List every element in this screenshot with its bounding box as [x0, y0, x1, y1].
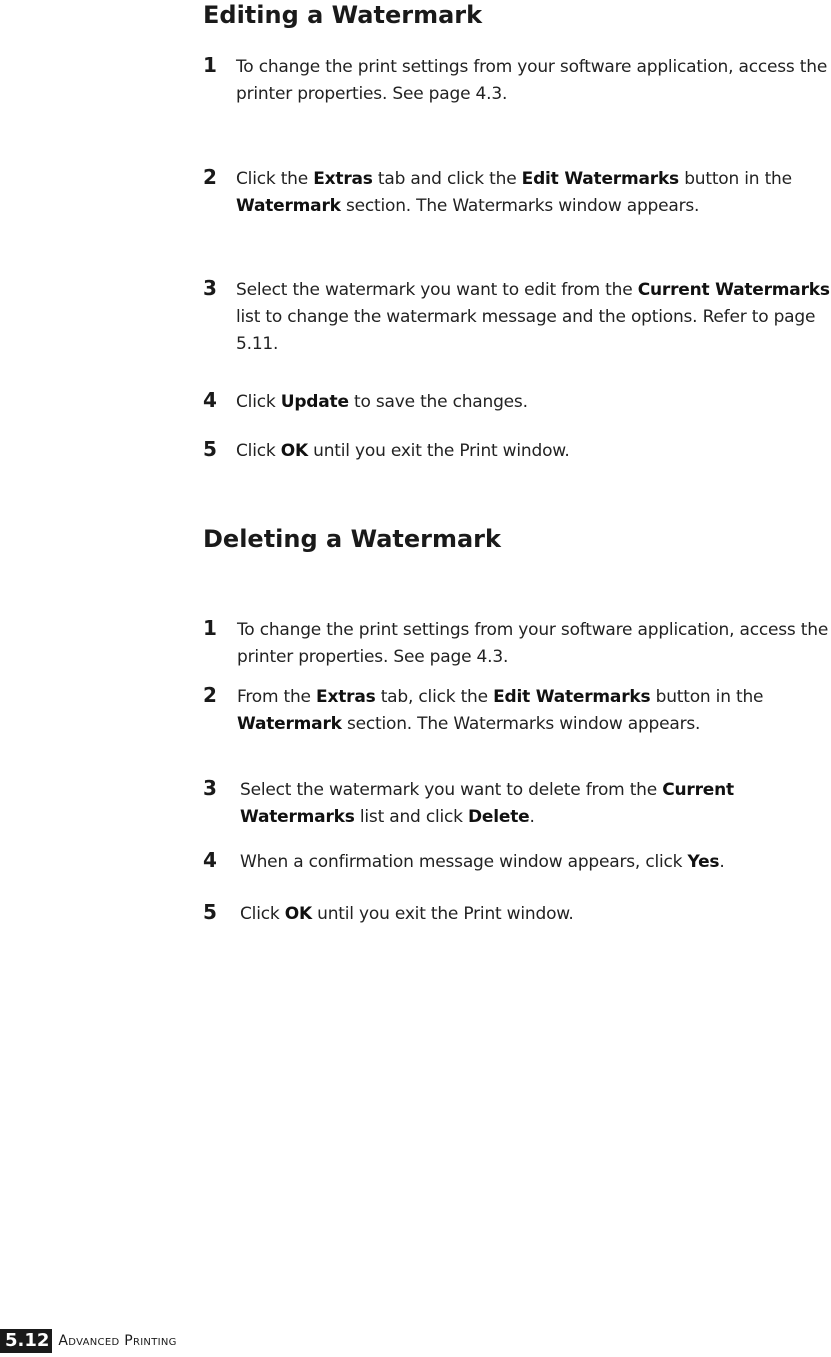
- step-text: [236, 277, 831, 358]
- step-text-run: tab and click the: [372, 169, 522, 189]
- step-number: 4: [203, 388, 217, 412]
- page-footer: [0, 1328, 177, 1354]
- step-text-run: From the: [237, 687, 317, 707]
- step-text-emphasis: Current Watermarks: [240, 780, 734, 827]
- step-text: [236, 389, 831, 416]
- step-number: 3: [203, 776, 217, 800]
- step-text-run: until you exit the Print window.: [307, 441, 570, 461]
- step-text: [236, 166, 831, 220]
- step-text-emphasis: Edit Watermarks: [521, 169, 679, 189]
- step-text: [240, 849, 831, 876]
- step-text-emphasis: Update: [280, 392, 349, 412]
- step-number: 1: [203, 53, 217, 77]
- step-text-run: until you exit the Print window.: [311, 904, 574, 924]
- step-text-run: .: [719, 852, 725, 872]
- step-text-run: button in the: [678, 169, 792, 189]
- step-text-run: tab, click the: [375, 687, 494, 707]
- step-text-run: to save the changes.: [348, 392, 528, 412]
- step-text-run: Click: [240, 904, 285, 924]
- step-text-emphasis: Watermark: [236, 196, 341, 216]
- step-text-run: Select the watermark you want to edit from the: [236, 280, 638, 300]
- step-text-run: To change the print settings from your software application, access the printer properties. See page 4.3.: [236, 57, 828, 104]
- step-text-run: Click: [236, 441, 281, 461]
- step-text-emphasis: Watermark: [237, 714, 342, 734]
- step-text-run: button in the: [650, 687, 764, 707]
- step-text-emphasis: OK: [280, 441, 308, 461]
- step-text: [237, 684, 831, 738]
- section-editing-watermark: [203, 0, 831, 461]
- step-text-run: Select the watermark you want to delete from the: [240, 780, 663, 800]
- step-text-run: list to change the watermark message and the options. Refer to page 5.11.: [236, 307, 816, 354]
- step-text: [236, 438, 831, 465]
- step-number: 4: [203, 848, 217, 872]
- section-title: Editing a Watermark: [203, 1, 483, 29]
- chapter-title: Advanced Printing: [58, 1333, 177, 1349]
- step-text-emphasis: Current Watermarks: [637, 280, 830, 300]
- step-text-run: To change the print settings from your software application, access the printer properties. See page 4.3.: [237, 620, 829, 667]
- step-text-run: Click the: [236, 169, 314, 189]
- step-text-emphasis: OK: [284, 904, 312, 924]
- step-text: [236, 54, 831, 108]
- step-number: 3: [203, 276, 217, 300]
- section-deleting-watermark: [203, 524, 831, 924]
- step-text-run: .: [529, 807, 535, 827]
- step-text-run: section. The Watermarks window appears.: [341, 714, 701, 734]
- step-text-emphasis: Edit Watermarks: [493, 687, 651, 707]
- step-text-run: list and click: [354, 807, 469, 827]
- step-number: 1: [203, 616, 217, 640]
- step-text: [240, 901, 831, 928]
- step-text-emphasis: Delete: [468, 807, 530, 827]
- section-title: Deleting a Watermark: [203, 525, 501, 553]
- step-text-run: Click: [236, 392, 281, 412]
- page-number-badge: 5.12: [0, 1329, 52, 1353]
- step-text-emphasis: Extras: [316, 687, 376, 707]
- step-text-run: section. The Watermarks window appears.: [340, 196, 700, 216]
- step-text-emphasis: Extras: [313, 169, 373, 189]
- step-text-emphasis: Yes: [687, 852, 720, 872]
- step-number: 2: [203, 165, 217, 189]
- step-number: 5: [203, 437, 217, 461]
- step-text-run: When a confirmation message window appears, click: [240, 852, 688, 872]
- step-number: 5: [203, 900, 217, 924]
- step-text: [237, 617, 831, 671]
- step-text: [240, 777, 831, 831]
- step-number: 2: [203, 683, 217, 707]
